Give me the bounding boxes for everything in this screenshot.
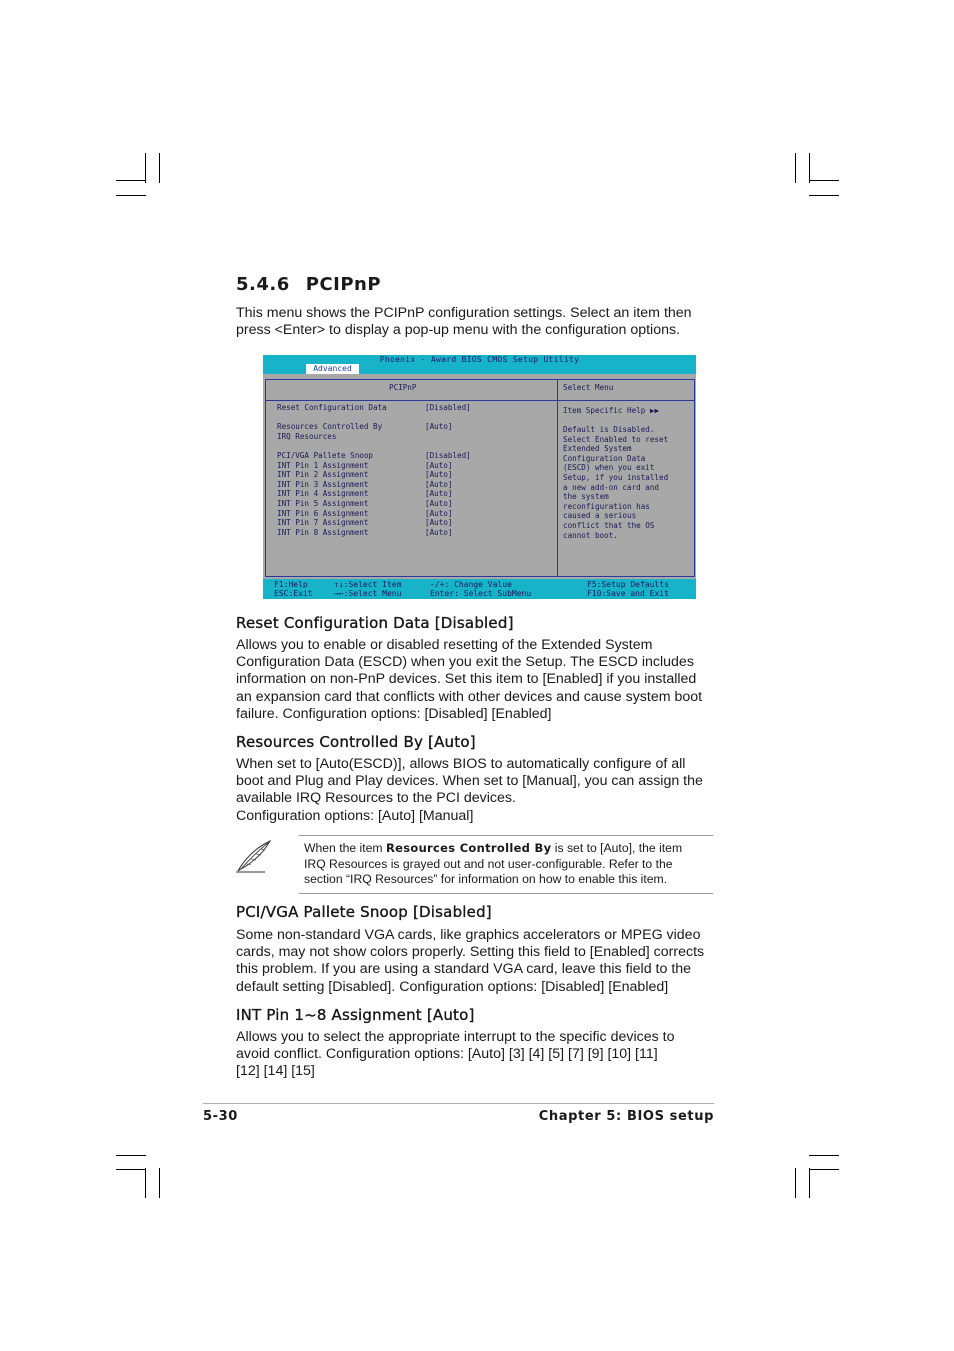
section-number: 5.4.6 [236,274,290,295]
right-panel-header: Select Menu [563,383,614,392]
chapter-title: Chapter 5: BIOS setup [538,1109,714,1124]
key-f10-save: F10:Save and Exit [587,589,669,598]
menu-item-int-pin-8[interactable]: INT Pin 8 Assignment [277,527,369,537]
bios-title: Phoenix - Award BIOS CMOS Setup Utility [379,355,580,364]
menu-item-int-pin-4[interactable]: INT Pin 4 Assignment [277,489,369,499]
crop-mark [159,1168,160,1198]
crop-mark [809,180,839,181]
paragraph-int-pin: Allows you to select the appropriate interrupt to the specific devices to avoid conflict. Configuration options: [Auto] [3] [4] [5] [7] [9] [10] [11] [12] [14] [15] [236,1029,675,1080]
subheading-int-pin: INT Pin 1~8 Assignment [Auto] [236,1006,475,1024]
crop-mark [145,1168,146,1198]
menu-item-int-pin-1[interactable]: INT Pin 1 Assignment [277,460,369,470]
crop-mark [116,1169,146,1170]
section-heading [236,274,381,295]
menu-item-int-pin-5[interactable]: INT Pin 5 Assignment [277,499,369,508]
note-line: IRQ Resources is grayed out and not user-configurable. Refer to the [304,856,673,871]
key-select-item: ↑↓:Select Item [334,580,402,589]
help-line: (ESCD) when you exit [563,463,655,473]
help-line: caused a serious [563,511,637,521]
menu-value: [Auto] [425,499,453,508]
crop-mark [116,195,146,196]
help-line: Select Enabled to reset [563,434,669,444]
bios-divider [265,400,694,401]
menu-item-int-pin-3[interactable]: INT Pin 3 Assignment [277,479,369,489]
bios-title-bar [263,355,696,364]
menu-value: [Auto] [425,508,453,518]
menu-item-irq-resources[interactable]: IRQ Resources [277,432,337,441]
page-number: 5-30 [203,1109,238,1124]
subheading-reset-config: Reset Configuration Data [Disabled] [236,614,514,632]
paragraph-reset-config: Allows you to enable or disabled resetting of the Extended System Configuration Data (ESCD) when you exit the Setup. The ESCD includes information on non-PnP devices. Set this item to [Enabled] if you installed an expansion card that conflicts with other devices and cause system boot failure. Configuration options: [Disabled] [Enabled] [236,637,703,722]
key-f5-defaults: F5:Setup Defaults [587,580,669,589]
crop-mark [795,153,796,183]
bios-tab-row [263,364,696,374]
menu-value: [Auto] [425,489,453,499]
paragraph-pci-vga-snoop: Some non-standard VGA cards, like graphics accelerators or MPEG video cards, may not show colors properly. Setting this field to [Enabled] corrects this problem. If you are using a standard VGA card, leave this field to the default setting [Disabled]. Configuration options: [Disabled] [Enabled] [236,927,705,995]
crop-mark [795,1168,796,1198]
menu-value: [Auto] [425,460,453,470]
double-arrow-icon: ▶▶ [649,406,660,415]
crop-mark [809,195,839,196]
help-line: Setup, if you installed [563,473,669,482]
menu-item-int-pin-6[interactable]: INT Pin 6 Assignment [277,508,369,518]
menu-item-int-pin-7[interactable]: INT Pin 7 Assignment [277,518,369,528]
help-line: cannot boot. [563,530,618,540]
subheading-pci-vga-snoop: PCI/VGA Pallete Snoop [Disabled] [236,903,492,921]
menu-item-reset-config[interactable]: Reset Configuration Data [277,403,387,412]
menu-item-pci-vga-snoop[interactable]: PCI/VGA Pallete Snoop [277,451,374,460]
note-line: section “IRQ Resources” for information on how to enable this item. [304,872,668,887]
menu-item-int-pin-2[interactable]: INT Pin 2 Assignment [277,470,369,480]
menu-value: [Auto] [425,518,453,528]
menu-item-resources-controlled[interactable]: Resources Controlled By [277,422,383,431]
subheading-resources-controlled: Resources Controlled By [Auto] [236,733,476,751]
menu-value: [Disabled] [425,403,471,412]
key-f1-help: F1:Help [274,580,308,589]
help-line: reconfiguration has [563,501,650,511]
key-enter-submenu: Enter: Select SubMenu [430,589,532,598]
menu-value: [Auto] [425,422,453,431]
crop-mark [809,153,810,183]
help-line: a new add-on card and [563,482,660,492]
key-change-value: -/+: Change Value [430,580,512,589]
note-line: When the item Resources Controlled By is set to [Auto], the item [304,841,683,855]
crop-mark [116,180,146,181]
crop-mark [145,153,146,183]
tab-advanced[interactable]: Advanced [306,364,359,374]
crop-mark [159,153,160,183]
key-esc-exit: ESC:Exit [274,589,313,598]
paragraph-resources-controlled: When set to [Auto(ESCD)], allows BIOS to automatically configure of all boot and Plug and Play devices. When set to [Manual], you can assign the available IRQ Resources to the PCI devices. Configuration options: [Auto] [Manual] [236,756,703,824]
help-title: Item Specific Help ▶▶ [563,406,660,415]
help-line: Extended System [563,444,632,454]
menu-value: [Disabled] [425,451,471,460]
help-line: the system [563,492,609,502]
note-box [299,835,713,894]
crop-mark [116,1155,146,1156]
footer-rule [203,1103,714,1104]
help-line: Configuration Data [563,453,646,463]
bios-screenshot [263,355,696,599]
left-panel-header: PCIPnP [389,383,417,392]
help-line: conflict that the OS [563,521,655,530]
bios-divider [557,379,558,576]
help-line: Default is Disabled. [563,425,655,434]
menu-value: [Auto] [425,479,453,489]
section-title: PCIPnP [305,274,382,295]
feather-pen-icon [235,838,273,874]
intro-paragraph: This menu shows the PCIPnP configuration settings. Select an item then press <Enter> to display a pop-up menu with the configuration options. [236,305,692,339]
key-select-menu: →←:Select Menu [334,589,402,598]
crop-mark [809,1155,839,1156]
menu-value: [Auto] [425,470,453,480]
bios-footer-bar [263,579,696,599]
menu-value: [Auto] [425,527,453,537]
crop-mark [809,1169,839,1170]
crop-mark [809,1168,810,1198]
